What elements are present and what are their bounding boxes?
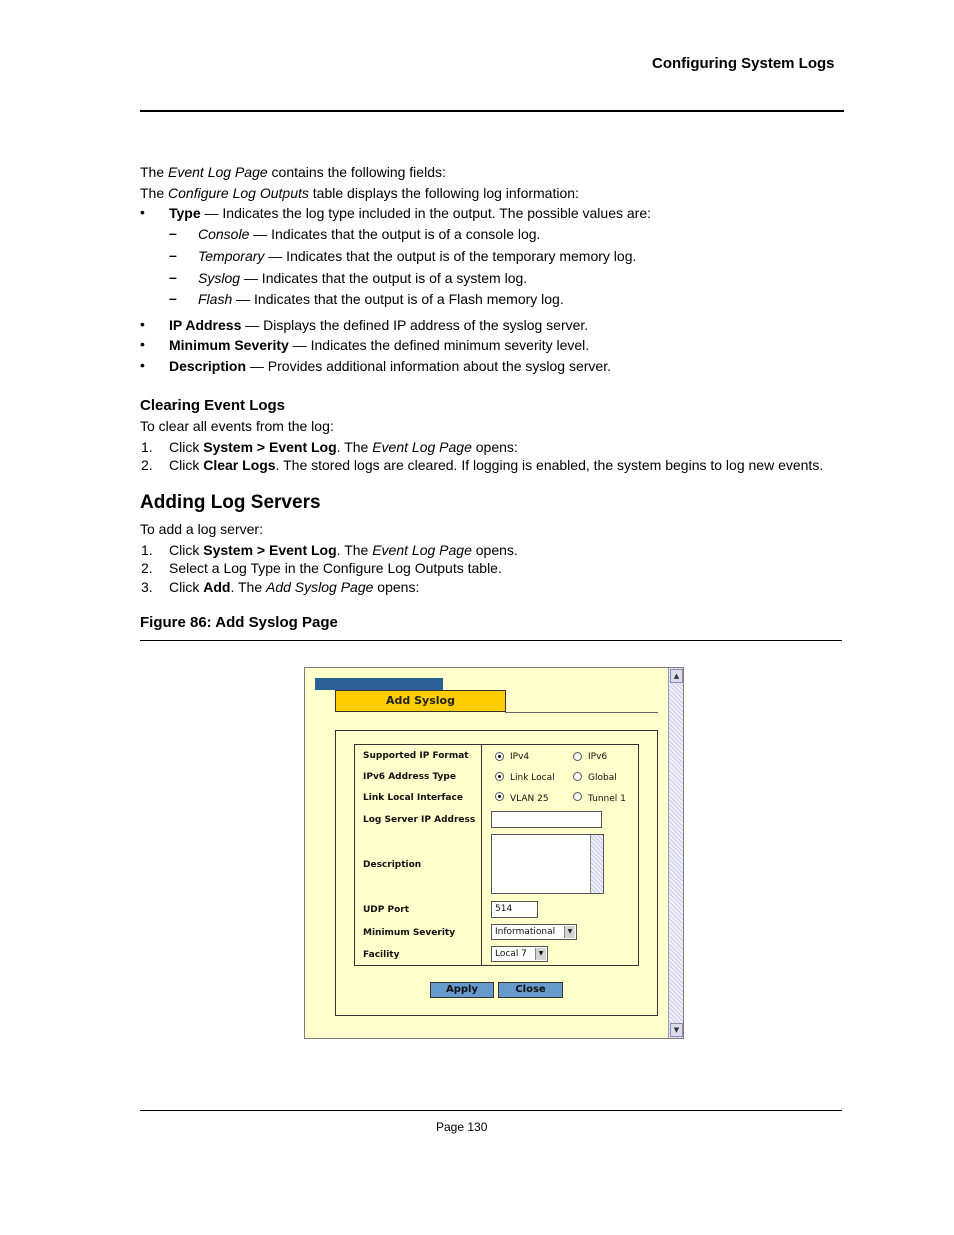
clearing-lead: To clear all events from the log:	[140, 418, 334, 434]
description-item: Description — Provides additional information about the syslog server.	[169, 358, 611, 374]
add-syslog-screenshot	[304, 667, 684, 1039]
udp-port-label: UDP Port	[363, 905, 410, 915]
form-panel	[335, 730, 658, 1016]
min-severity-value: Informational	[495, 927, 556, 937]
chevron-down-icon[interactable]: ▼	[535, 948, 546, 960]
section-title: Configuring System Logs	[652, 55, 835, 72]
figure-caption: Figure 86: Add Syslog Page	[140, 614, 338, 631]
dash-icon: –	[169, 290, 177, 306]
ip-address-item: IP Address — Displays the defined IP address of the syslog server.	[169, 317, 589, 333]
min-severity-item: Minimum Severity — Indicates the defined minimum severity level.	[169, 337, 590, 353]
adding-heading: Adding Log Servers	[140, 492, 321, 513]
textarea-scrollbar[interactable]	[590, 835, 603, 893]
scroll-down-icon[interactable]: ▼	[670, 1023, 683, 1037]
vlan-radio[interactable]	[495, 792, 504, 801]
description-textarea[interactable]	[491, 834, 604, 894]
min-severity-select[interactable]	[491, 924, 577, 940]
link-local-label: Link Local	[510, 773, 555, 783]
type-value-syslog: Syslog — Indicates that the output is of a system log.	[198, 270, 528, 286]
dash-icon: –	[169, 269, 177, 285]
page-scrollbar[interactable]	[668, 668, 683, 1038]
tab-add-syslog[interactable]: Add Syslog	[335, 690, 506, 712]
figure-rule	[140, 640, 842, 641]
scroll-up-icon[interactable]: ▲	[670, 669, 683, 683]
udp-port-input[interactable]: 514	[491, 901, 538, 918]
adding-step-3: Click Add. The Add Syslog Page opens:	[169, 579, 420, 595]
min-severity-label: Minimum Severity	[363, 928, 456, 938]
global-radio[interactable]	[573, 772, 582, 781]
tunnel-radio[interactable]	[573, 792, 582, 801]
step-number: 2.	[141, 560, 153, 576]
adding-lead: To add a log server:	[140, 521, 263, 537]
facility-label: Facility	[363, 950, 400, 960]
form-divider	[481, 745, 482, 965]
bullet-icon: •	[140, 316, 145, 332]
server-ip-input[interactable]	[491, 811, 602, 828]
ipv6-label: IPv6	[588, 752, 608, 762]
tunnel-label: Tunnel 1	[588, 794, 626, 804]
bullet-icon: •	[140, 204, 145, 220]
tab-bar	[315, 678, 443, 690]
chevron-down-icon[interactable]: ▼	[564, 926, 575, 938]
description-label: Description	[363, 860, 422, 870]
footer-rule	[140, 1110, 842, 1111]
header-rule	[140, 110, 844, 112]
type-item: Type — Indicates the log type included in the output. The possible values are:	[169, 205, 651, 221]
server-ip-label: Log Server IP Address	[363, 815, 476, 825]
adding-step-1: Click System > Event Log. The Event Log Page opens.	[169, 542, 518, 558]
intro-line-2: The Configure Log Outputs table displays the following log information:	[140, 185, 579, 201]
facility-select[interactable]	[491, 946, 548, 962]
type-value-temporary: Temporary — Indicates that the output is of the temporary memory log.	[198, 248, 637, 264]
dash-icon: –	[169, 225, 177, 241]
syslog-form	[354, 744, 639, 966]
ipv6-radio[interactable]	[573, 752, 582, 761]
step-number: 1.	[141, 542, 153, 558]
adding-step-2: Select a Log Type in the Configure Log Outputs table.	[169, 560, 502, 576]
close-button[interactable]: Close	[498, 982, 563, 998]
page-number: Page 130	[436, 1120, 488, 1134]
step-number: 2.	[141, 457, 153, 473]
dash-icon: –	[169, 247, 177, 263]
step-number: 3.	[141, 579, 153, 595]
facility-value: Local 7	[495, 949, 527, 959]
step-number: 1.	[141, 439, 153, 455]
type-value-console: Console — Indicates that the output is of a console log.	[198, 226, 541, 242]
type-value-flash: Flash — Indicates that the output is of a Flash memory log.	[198, 291, 564, 307]
ipv4-radio[interactable]	[495, 752, 504, 761]
clearing-step-1: Click System > Event Log. The Event Log Page opens:	[169, 439, 518, 455]
vlan-label: VLAN 25	[510, 794, 549, 804]
global-label: Global	[588, 773, 617, 783]
intro-line-1: The Event Log Page contains the following fields:	[140, 164, 446, 180]
ipv4-label: IPv4	[510, 752, 530, 762]
link-local-if-label: Link Local Interface	[363, 793, 463, 803]
bullet-icon: •	[140, 336, 145, 352]
clearing-heading: Clearing Event Logs	[140, 397, 286, 414]
ipv6-type-label: IPv6 Address Type	[363, 772, 456, 782]
tab-underline	[505, 712, 658, 713]
ip-format-label: Supported IP Format	[363, 751, 469, 761]
clearing-step-2: Click Clear Logs. The stored logs are cleared. If logging is enabled, the system begins to log new events.	[169, 457, 824, 473]
link-local-radio[interactable]	[495, 772, 504, 781]
apply-button[interactable]: Apply	[430, 982, 494, 998]
bullet-icon: •	[140, 357, 145, 373]
